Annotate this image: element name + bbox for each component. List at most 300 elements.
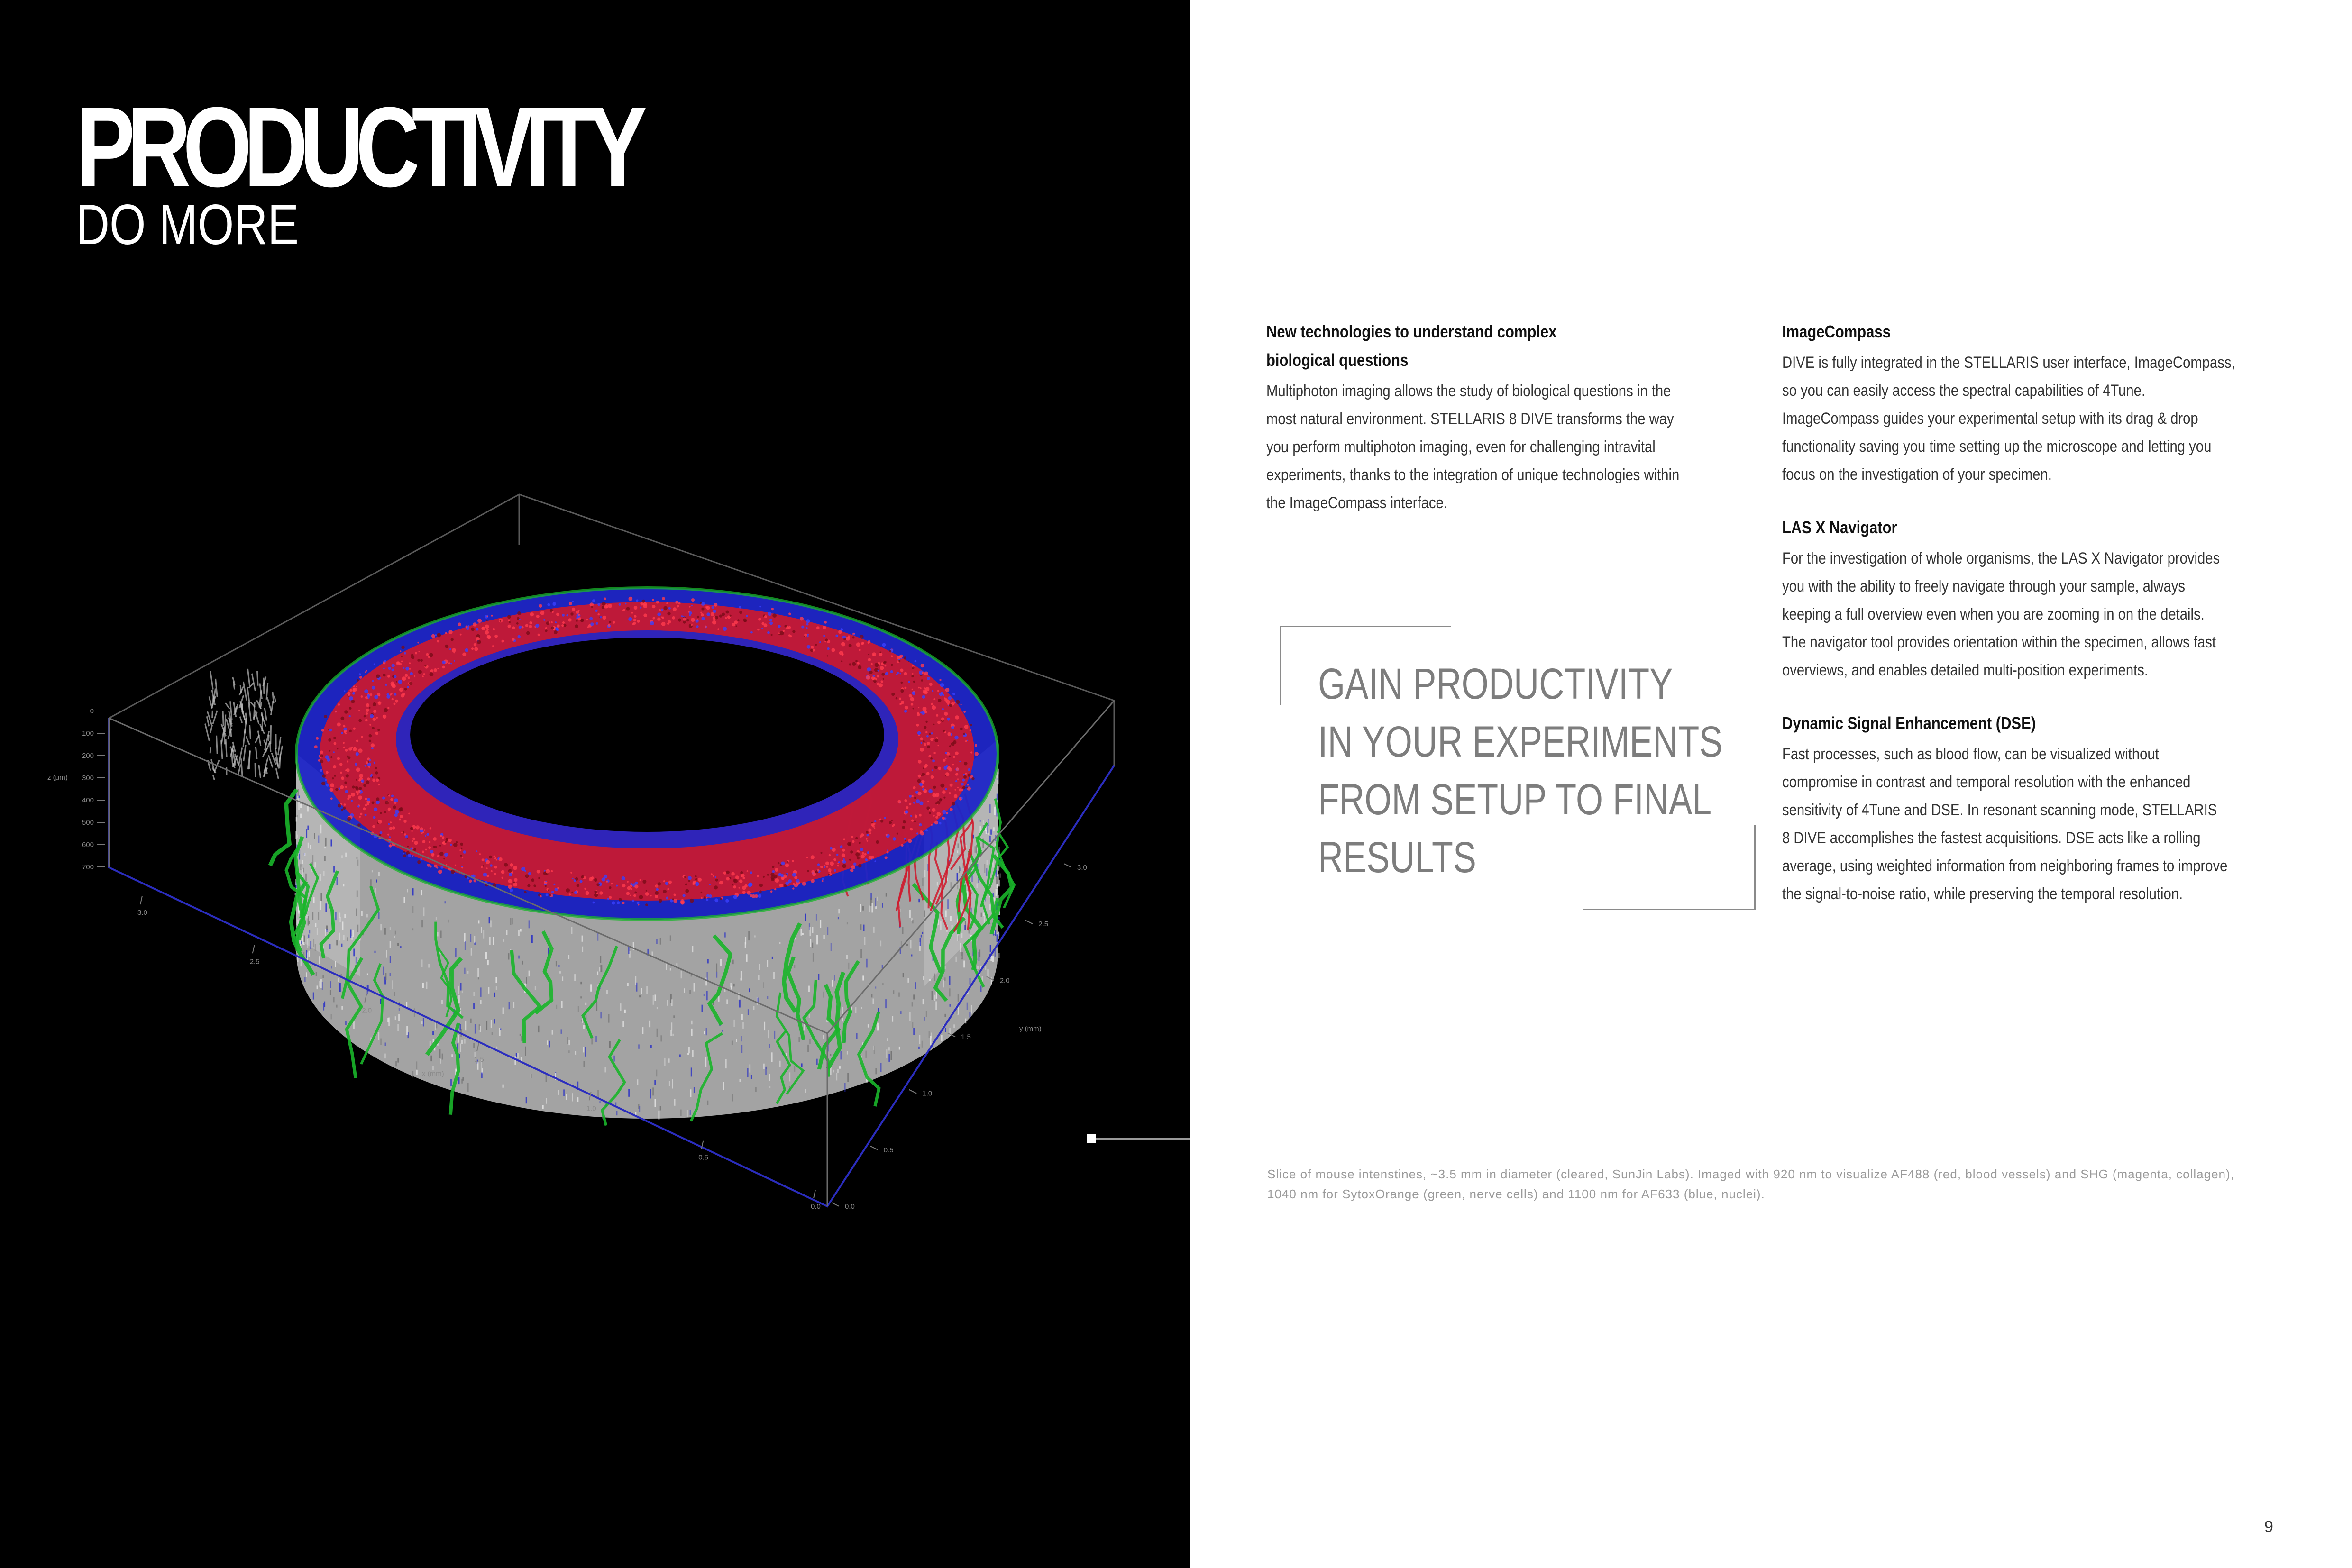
wall-texture-mark: [692, 946, 693, 952]
rim-speckle: [663, 606, 667, 610]
rim-speckle: [477, 619, 482, 623]
rim-speckle: [592, 599, 595, 602]
wall-texture-mark: [999, 933, 1000, 936]
rim-speckle: [861, 642, 864, 645]
wall-texture-mark: [838, 917, 839, 920]
rim-speckle: [602, 877, 605, 881]
wall-texture-mark: [690, 1089, 691, 1097]
rim-speckle: [367, 798, 370, 802]
wall-texture-mark: [465, 1021, 466, 1030]
wall-texture-mark: [749, 988, 750, 992]
rim-speckle: [701, 897, 703, 899]
wall-texture-mark: [666, 963, 667, 970]
rim-speckle: [741, 875, 743, 877]
rim-speckle: [427, 864, 430, 867]
wall-texture-mark: [679, 1055, 681, 1057]
rim-speckle: [811, 870, 815, 874]
wall-texture-mark: [426, 982, 427, 989]
wall-texture-mark: [809, 1014, 810, 1018]
wall-texture-mark: [310, 845, 311, 849]
rim-speckle: [916, 799, 920, 803]
rim-speckle: [856, 642, 860, 647]
rim-speckle: [508, 620, 510, 621]
page-title: PRODUCTIVITY: [76, 83, 639, 210]
wall-texture-mark: [397, 943, 399, 946]
rim-speckle: [871, 676, 875, 680]
wall-texture-mark: [392, 980, 393, 989]
rim-speckle: [616, 885, 618, 887]
rim-speckle: [540, 895, 542, 898]
rim-speckle: [595, 610, 597, 612]
rim-speckle: [445, 645, 448, 648]
rim-speckle: [568, 618, 571, 621]
wall-texture-mark: [863, 925, 865, 931]
text-section: [1266, 318, 1764, 517]
wall-texture-mark: [918, 1047, 920, 1049]
rim-speckle: [545, 885, 547, 887]
rim-speckle: [788, 626, 791, 629]
wall-texture-mark: [520, 929, 522, 932]
wall-texture-mark: [923, 999, 924, 1004]
rim-speckle: [398, 680, 403, 684]
rim-speckle: [695, 878, 697, 881]
rim-speckle: [816, 626, 820, 629]
quote-frame-top: [1280, 626, 1451, 627]
rim-speckle: [885, 665, 887, 667]
rim-speckle: [923, 740, 924, 742]
rim-speckle: [405, 674, 408, 677]
wall-texture-mark: [903, 973, 904, 978]
wall-texture-mark: [653, 995, 654, 1005]
rim-speckle: [961, 797, 963, 799]
rim-speckle: [827, 647, 829, 650]
rim-speckle: [678, 619, 681, 622]
wall-texture-mark: [487, 960, 489, 965]
wall-texture-mark: [789, 1072, 790, 1081]
wall-texture-mark: [390, 973, 391, 976]
wall-texture-mark: [670, 935, 671, 941]
wall-texture-mark: [307, 826, 309, 830]
rim-speckle: [961, 783, 964, 786]
rim-speckle: [897, 800, 901, 804]
rim-speckle: [433, 854, 434, 855]
rim-speckle: [356, 752, 359, 756]
rim-speckle: [437, 640, 439, 642]
wall-texture-mark: [467, 971, 468, 974]
fibre-strand: [252, 674, 255, 691]
rim-speckle: [811, 646, 814, 648]
rim-speckle: [928, 789, 933, 793]
quote-frame-right: [1754, 825, 1756, 910]
wall-texture-mark: [977, 884, 978, 888]
rim-speckle: [955, 752, 959, 756]
rim-speckle: [611, 883, 613, 884]
rim-speckle: [544, 870, 546, 872]
wall-texture-mark: [509, 1002, 510, 1009]
rim-speckle: [849, 859, 851, 861]
rim-speckle: [440, 866, 443, 869]
rim-speckle: [494, 866, 497, 868]
rim-speckle: [525, 874, 529, 878]
rim-speckle: [736, 625, 738, 627]
rim-speckle: [408, 813, 410, 815]
wall-texture-mark: [440, 931, 442, 939]
wall-texture-mark: [810, 927, 811, 936]
rim-speckle: [482, 627, 485, 629]
rim-speckle: [405, 835, 408, 838]
rim-speckle: [838, 861, 840, 863]
body-line: functionality saving you time setting up the microscope and letting you: [1782, 438, 2212, 456]
rim-speckle: [711, 873, 713, 875]
rim-speckle: [737, 619, 740, 621]
rim-speckle: [326, 784, 329, 787]
wall-texture-mark: [900, 1011, 902, 1014]
wall-texture-mark: [378, 872, 380, 876]
rim-speckle: [574, 891, 577, 894]
wall-texture-mark: [318, 836, 319, 843]
rim-speckle: [810, 649, 813, 652]
rim-speckle: [904, 838, 906, 840]
wall-texture-mark: [996, 876, 998, 884]
rim-speckle: [405, 667, 409, 671]
wall-texture-mark: [979, 949, 980, 957]
rim-speckle: [871, 663, 873, 665]
wall-texture-mark: [580, 996, 582, 998]
z-tick-label: 500: [82, 819, 94, 827]
fibre-strand: [266, 683, 268, 699]
wall-texture-mark: [810, 939, 811, 947]
rim-speckle: [778, 862, 780, 865]
rim-speckle: [885, 672, 888, 675]
wall-texture-mark: [514, 1056, 516, 1065]
wall-texture-mark: [840, 1051, 842, 1059]
wall-texture-mark: [655, 994, 656, 1001]
rim-speckle: [750, 871, 752, 874]
wall-texture-mark: [335, 912, 337, 920]
rim-speckle: [897, 833, 898, 835]
rim-speckle: [945, 688, 950, 692]
rim-speckle: [366, 780, 370, 784]
rim-speckle: [351, 747, 353, 748]
rim-speckle: [939, 679, 941, 681]
rim-speckle: [569, 893, 571, 895]
wall-texture-mark: [529, 971, 530, 977]
rim-speckle: [833, 858, 836, 861]
rim-speckle: [933, 752, 936, 754]
rim-speckle: [347, 760, 348, 762]
wall-texture-mark: [739, 1000, 741, 1008]
wall-texture-mark: [561, 1001, 563, 1008]
wall-texture-mark: [924, 1017, 925, 1021]
wall-texture-mark: [329, 944, 331, 949]
rim-speckle: [885, 856, 888, 859]
wall-texture-mark: [378, 912, 380, 919]
wall-texture-mark: [837, 1069, 839, 1073]
rim-speckle: [367, 777, 370, 780]
wall-texture-mark: [595, 1036, 597, 1042]
rim-speckle: [859, 649, 861, 651]
rim-speckle: [412, 840, 413, 842]
rim-speckle: [373, 710, 376, 713]
rim-speckle: [858, 864, 862, 868]
rim-speckle: [353, 728, 356, 730]
rim-speckle: [860, 635, 863, 639]
rim-speckle: [443, 858, 445, 859]
wall-texture-mark: [990, 945, 991, 952]
rim-speckle: [920, 748, 924, 752]
wall-texture-mark: [730, 983, 732, 987]
rim-speckle: [951, 742, 955, 746]
fibre-strand: [257, 671, 258, 685]
rim-speckle: [546, 893, 549, 896]
rim-speckle: [840, 845, 843, 848]
wall-texture-mark: [706, 991, 708, 1000]
rim-speckle: [706, 899, 708, 901]
rim-speckle: [429, 841, 431, 843]
rim-speckle: [417, 642, 419, 644]
rim-speckle: [450, 844, 452, 846]
wall-texture-mark: [951, 882, 952, 888]
rim-speckle: [518, 635, 521, 638]
rim-speckle: [329, 729, 332, 732]
wall-texture-mark: [838, 909, 840, 914]
rim-speckle: [804, 634, 807, 637]
rim-speckle: [609, 621, 611, 623]
rim-speckle: [324, 715, 327, 718]
rim-speckle: [646, 890, 647, 892]
text-column-right: [1782, 318, 2285, 933]
section-heading: New technologies to understand complex: [1266, 322, 1557, 341]
rim-speckle: [359, 774, 363, 778]
wall-texture-mark: [339, 983, 341, 992]
rim-speckle: [725, 617, 727, 619]
rim-speckle: [330, 756, 332, 758]
rim-speckle: [594, 878, 597, 882]
rim-speckle: [659, 899, 662, 903]
rim-speckle: [347, 798, 349, 800]
rim-speckle: [645, 892, 649, 896]
y-tick: [1064, 864, 1071, 867]
rim-speckle: [345, 790, 348, 793]
rim-speckle: [370, 775, 372, 777]
rim-speckle: [431, 634, 435, 638]
rim-speckle: [357, 679, 359, 682]
rim-speckle: [334, 775, 336, 777]
rim-speckle: [364, 715, 366, 718]
rim-speckle: [893, 837, 897, 841]
caption-leader-line: [1087, 1138, 1190, 1140]
rim-speckle: [369, 734, 372, 738]
rim-speckle: [944, 697, 946, 699]
rim-speckle: [937, 690, 939, 692]
rim-speckle: [639, 895, 643, 899]
wall-texture-mark: [657, 1029, 658, 1037]
rim-speckle: [593, 902, 595, 904]
rim-speckle: [961, 704, 962, 705]
rim-speckle: [608, 624, 611, 627]
rim-speckle: [759, 890, 762, 893]
rim-speckle: [407, 846, 409, 847]
rim-speckle: [923, 707, 927, 711]
wall-texture-mark: [459, 1024, 461, 1030]
rim-speckle: [400, 815, 403, 818]
wall-texture-mark: [690, 1110, 691, 1115]
rim-speckle: [915, 816, 917, 818]
wall-texture-mark: [874, 1046, 875, 1054]
rim-speckle: [914, 820, 916, 822]
rim-speckle: [345, 769, 347, 771]
rim-speckle: [848, 635, 850, 638]
rim-speckle: [392, 664, 395, 667]
rim-speckle: [566, 614, 568, 617]
wall-texture-mark: [691, 1029, 693, 1036]
rim-speckle: [555, 627, 558, 630]
wall-texture-mark: [428, 964, 430, 968]
rim-speckle: [964, 762, 967, 765]
y-tick: [832, 1203, 839, 1206]
wall-texture-mark: [816, 1059, 818, 1065]
rim-speckle: [650, 621, 654, 626]
rim-speckle: [921, 742, 923, 744]
wall-texture-mark: [491, 1020, 492, 1028]
wall-texture-mark: [357, 860, 358, 866]
rim-speckle: [612, 901, 615, 904]
wall-texture-mark: [953, 1024, 955, 1028]
rim-speckle: [633, 894, 636, 897]
body-line: The navigator tool provides orientation within the specimen, allows fast: [1782, 633, 2216, 651]
rim-speckle: [367, 757, 370, 760]
wall-texture-mark: [664, 1058, 666, 1066]
x-tick-label: 3.0: [137, 909, 147, 917]
rim-speckle: [932, 808, 935, 812]
rim-speckle: [491, 615, 493, 617]
rim-speckle: [855, 837, 858, 839]
wall-texture-mark: [732, 960, 734, 965]
wall-texture-mark: [912, 1002, 913, 1006]
wall-texture-mark: [724, 932, 726, 937]
body-line: the ImageCompass interface.: [1266, 494, 1447, 512]
rim-speckle: [545, 627, 547, 629]
wall-texture-mark: [988, 826, 989, 829]
wall-texture-mark: [344, 914, 346, 918]
wall-texture-mark: [503, 1085, 504, 1088]
wall-texture-mark: [764, 1022, 765, 1030]
rim-speckle: [483, 865, 484, 866]
fibre-strand: [248, 669, 250, 686]
rim-speckle: [631, 888, 632, 890]
rim-speckle: [868, 829, 871, 832]
wall-texture-mark: [304, 853, 305, 856]
rim-speckle: [404, 652, 406, 655]
rim-speckle: [966, 787, 968, 788]
wall-texture-mark: [356, 857, 357, 859]
rim-speckle: [913, 786, 915, 789]
rim-speckle: [932, 690, 933, 692]
rim-speckle: [744, 884, 748, 888]
rim-speckle: [460, 843, 463, 846]
wall-texture-mark: [395, 1016, 396, 1020]
rim-speckle: [351, 700, 355, 703]
y-tick-label: 2.0: [999, 976, 1010, 985]
wall-texture-mark: [496, 986, 497, 990]
wall-texture-mark: [994, 807, 996, 815]
rim-speckle: [824, 641, 826, 642]
fibre-strand: [255, 735, 259, 743]
rim-speckle: [499, 857, 503, 861]
wall-texture-mark: [809, 1039, 811, 1044]
wall-texture-mark: [846, 955, 848, 959]
rim-speckle: [546, 621, 550, 625]
rim-speckle: [905, 810, 908, 813]
rim-speckle: [372, 801, 375, 804]
rim-speckle: [935, 816, 938, 819]
wall-texture-mark: [769, 1074, 770, 1081]
rim-speckle: [757, 875, 759, 877]
rim-speckle: [769, 621, 773, 625]
wall-texture-mark: [546, 1098, 547, 1104]
wall-texture-mark: [987, 860, 988, 865]
rim-speckle: [686, 619, 689, 622]
rim-speckle: [340, 785, 344, 789]
rim-speckle: [364, 765, 366, 766]
wall-texture-mark: [547, 1040, 548, 1045]
z-axis-label: z (µm): [47, 774, 68, 782]
wall-texture-mark: [596, 1002, 597, 1011]
wall-texture-mark: [473, 1003, 475, 1009]
rim-speckle: [874, 860, 876, 862]
rim-speckle: [735, 875, 739, 879]
fibre-strand: [250, 725, 251, 739]
body-line: For the investigation of whole organisms, the LAS X Navigator provides: [1782, 549, 2220, 567]
wall-texture-mark: [338, 978, 339, 982]
rim-speckle: [911, 703, 914, 706]
wall-texture-mark: [577, 1097, 578, 1102]
rim-speckle: [872, 652, 877, 656]
wall-texture-mark: [898, 993, 900, 997]
rim-speckle: [926, 772, 930, 775]
rim-speckle: [930, 757, 933, 760]
rim-speckle: [792, 860, 794, 862]
wall-texture-mark: [385, 973, 386, 980]
rim-speckle: [933, 698, 935, 700]
wall-texture-mark: [980, 820, 981, 822]
wall-texture-mark: [997, 884, 998, 888]
rim-speckle: [806, 623, 809, 626]
wall-texture-mark: [423, 907, 424, 916]
rim-speckle: [391, 693, 393, 694]
rim-speckle: [968, 768, 970, 771]
rim-speckle: [358, 795, 363, 800]
rim-speckle: [656, 601, 659, 603]
rim-speckle: [325, 779, 327, 781]
rim-speckle: [547, 603, 550, 606]
rim-speckle: [906, 806, 909, 809]
rim-speckle: [387, 675, 390, 678]
rim-speckle: [806, 627, 808, 629]
rim-speckle: [535, 624, 539, 628]
wall-texture-mark: [997, 794, 998, 801]
wall-texture-mark: [305, 874, 307, 881]
wall-texture-mark: [996, 889, 997, 896]
wall-texture-mark: [574, 974, 576, 981]
fibre-strand: [276, 768, 278, 779]
fibre-strand: [212, 711, 213, 718]
rim-speckle: [739, 611, 742, 614]
wall-texture-mark: [628, 1089, 630, 1097]
rim-speckle: [471, 647, 474, 650]
fibre-strand: [240, 685, 241, 693]
rim-speckle: [395, 700, 398, 703]
